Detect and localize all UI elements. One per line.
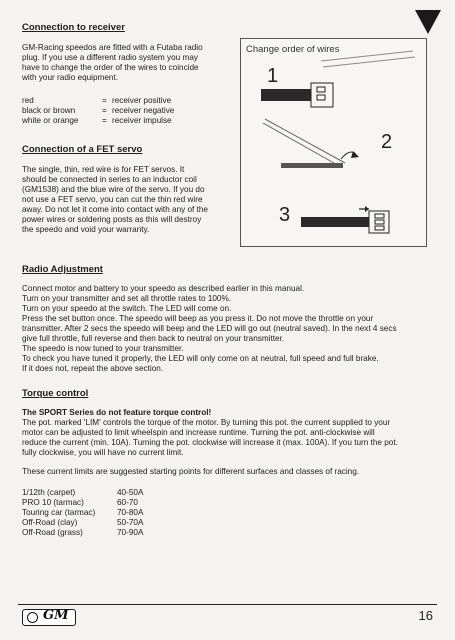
limit-value: 60-70 (117, 498, 138, 507)
fet-line: power wires or soldering posts as this will destroy (22, 215, 202, 224)
receiver-heading: Connection to receiver (22, 22, 125, 33)
radio-line: give full throttle, full reverse and then back to neutral on your transmitter. (22, 334, 285, 343)
limit-class: Off-Road (clay) (22, 518, 78, 527)
wire-color: black or brown (22, 106, 76, 115)
gm-logo (22, 609, 76, 626)
limit-class: PRO 10 (tarmac) (22, 498, 84, 507)
radio-line: If it does not, repeat the above section. (22, 364, 164, 373)
torque-note: These current limits are suggested starting points for different surfaces and classes of racing. (22, 467, 360, 476)
limit-class: Touring car (tarmac) (22, 508, 96, 517)
fet-line: away. Do not let it come into contact with any of the (22, 205, 208, 214)
torque-line: The pot. marked 'LIM' controls the torque of the motor. By turning this pot. the current supplied to your (22, 418, 391, 427)
plug-illustration (241, 39, 426, 246)
receiver-intro-line: with your radio equipment. (22, 73, 119, 82)
torque-line: fully clockwise, you will have no current limit. (22, 448, 184, 457)
page-number: 16 (418, 608, 433, 623)
fet-line: The single, thin, red wire is for FET servos. It (22, 165, 185, 174)
fet-line: not use a FET servo, you can cut the thin red wire (22, 195, 203, 204)
logo-emblem-icon (27, 612, 38, 623)
fet-heading: Connection of a FET servo (22, 144, 143, 155)
wire-color: red (22, 96, 34, 105)
wire-meaning: receiver positive (112, 96, 172, 105)
step-number: 2 (381, 131, 393, 153)
radio-line: transmitter. After 2 secs the speedo will beep and the LED will go out (neutral saved). In the next 4 secs (22, 324, 397, 333)
torque-heading: Torque control (22, 388, 89, 399)
limit-class: Off-Road (grass) (22, 528, 83, 537)
step-number: 1 (267, 65, 279, 87)
wire-meaning: receiver negative (112, 106, 175, 115)
limit-value: 70-90A (117, 528, 144, 537)
limit-value: 70-80A (117, 508, 144, 517)
radio-line: Press the set button once. The speedo will beep as you press it. Do not move the throttle on your (22, 314, 374, 323)
torque-line: motor can be adjusted to limit wheelspin and increase runtime. Turning the pot. anti-clockwise will (22, 428, 375, 437)
limit-class: 1/12th (carpet) (22, 488, 76, 497)
torque-subheading: The SPORT Series do not feature torque control! (22, 408, 212, 417)
wire-equals: = (102, 96, 107, 105)
fet-line: should be connected in series to an inductor coil (22, 175, 197, 184)
wire-order-diagram (240, 38, 427, 247)
receiver-intro-line: plug. If you use a different radio system you may (22, 53, 198, 62)
step-number: 3 (279, 204, 291, 226)
limit-value: 40-50A (117, 488, 144, 497)
diagram-caption: Change order of wires (246, 44, 340, 55)
radio-heading: Radio Adjustment (22, 264, 103, 275)
limit-value: 50-70A (117, 518, 144, 527)
corner-triangle-icon (415, 10, 441, 34)
radio-line: Turn on your speedo at the switch. The LED will come on. (22, 304, 232, 313)
fet-line: the speedo and void your warranty. (22, 225, 150, 234)
radio-line: Connect motor and battery to your speedo as described earlier in this manual. (22, 284, 305, 293)
radio-line: The speedo is now tuned to your transmitter. (22, 344, 184, 353)
radio-line: Turn on your transmitter and set all throttle rates to 100%. (22, 294, 232, 303)
wire-meaning: receiver impulse (112, 116, 172, 125)
radio-line: To check you have tuned it properly, the LED will only come on at neutral, full speed and full brake. (22, 354, 379, 363)
wire-color: white or orange (22, 116, 79, 125)
receiver-intro-line: GM-Racing speedos are fitted with a Futaba radio (22, 43, 203, 52)
wire-equals: = (102, 116, 107, 125)
fet-line: (GM1538) and the blue wire of the servo. If you do (22, 185, 205, 194)
footer-divider (18, 604, 437, 605)
wire-equals: = (102, 106, 107, 115)
logo-text: GM (43, 608, 69, 623)
receiver-intro-line: have to change the order of the wires to coincide (22, 63, 199, 72)
torque-line: reduce the current (min. 10A). Turning the pot. clockwise will increase it (max. 100A). If you turn the pot. (22, 438, 398, 447)
